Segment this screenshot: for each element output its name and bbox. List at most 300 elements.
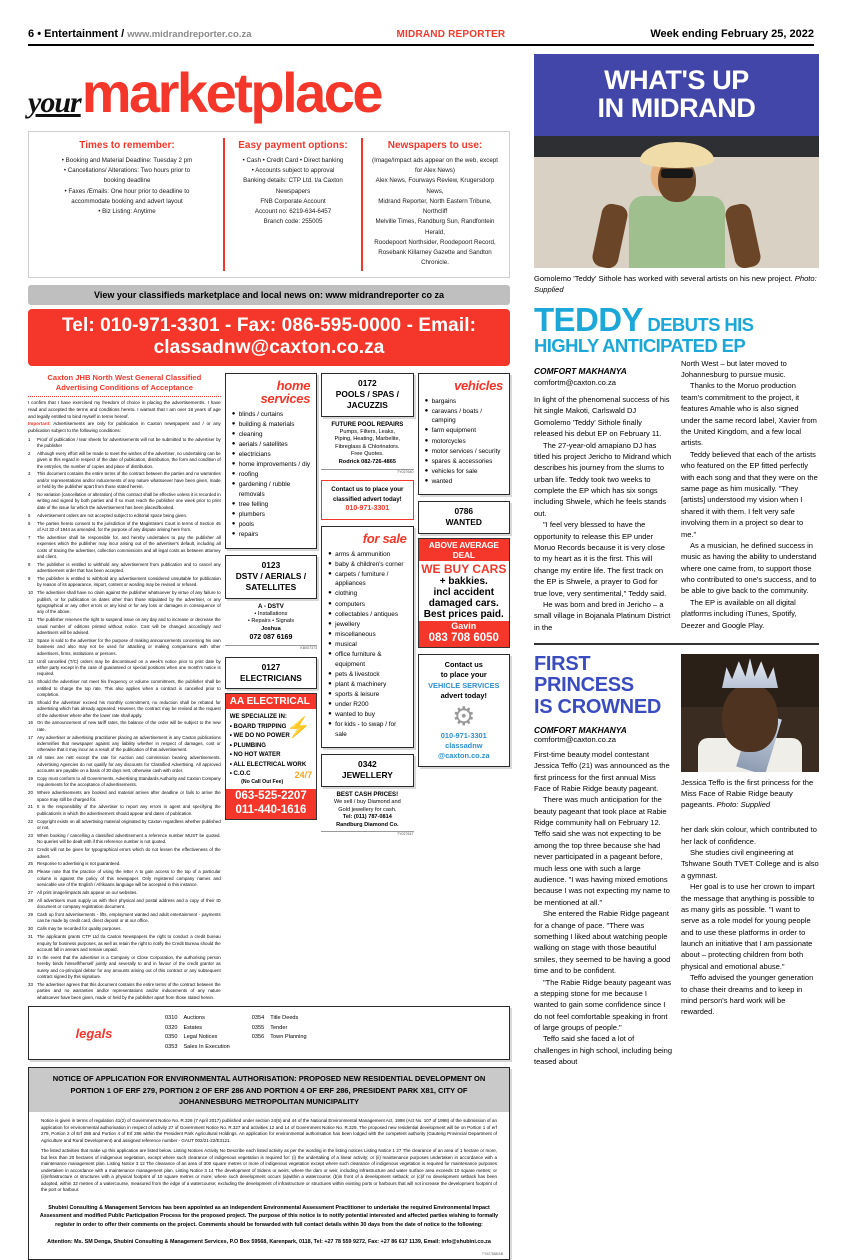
promo-highlight: VEHICLE SERVICES: [428, 680, 500, 690]
ad-phone-block[interactable]: [226, 789, 316, 818]
info-newspapers-to-use: [363, 138, 507, 271]
terms-item: 9 The publisher is entitled to withhold any advertisement considered unsuitable for publication by reason of its appearance, import, content or wording may be revised or refused.: [28, 576, 221, 588]
bullet-icon: ●: [328, 630, 332, 637]
info-line: • Faxes /Emails: One hour prior to deadline to: [64, 187, 190, 195]
info-line: Rosebank Killarney Gazette and Sandton Chronicle.: [378, 249, 492, 267]
ad-banner: ABOVE AVERAGE DEAL: [419, 539, 509, 561]
terms-list: [28, 437, 221, 1001]
bullet-icon: ●: [328, 550, 332, 557]
bullet-icon: ●: [328, 610, 332, 617]
bullet-icon: ●: [231, 430, 236, 437]
terms-item: 29 Cash up front advertisements - lifts, employment wanted and adult entertainment - payments can be made by credit card, direct deposit or at our office.: [28, 912, 221, 924]
legals-column-2: [252, 1014, 307, 1052]
bullet-icon: ●: [328, 691, 332, 698]
info-line: Midrand Reporter, North Eastern Tribune, Northcliff: [378, 197, 492, 216]
list-item[interactable]: ● caravans / boats / camping: [424, 407, 483, 425]
ad-contact-block[interactable]: [419, 621, 509, 647]
list-item[interactable]: ● bargains: [424, 397, 457, 405]
bullet-icon: ●: [424, 457, 429, 464]
terms-intro: I confirm that I have exercised my freedom of choice in placing the advertisement/s. I have read and accepted the terms and conditions hereto. I warrant that I am over 18 years of age and legally entitled to bind myself in terms hereof.: [28, 400, 221, 419]
bullet-icon: ●: [231, 440, 236, 447]
ad-service: • WE DO NO POWER: [229, 732, 290, 740]
legals-code: 0320: [165, 1024, 178, 1031]
terms-item: 7 The advertiser shall be responsible for, and hereby undertakes to pay the publisher all expenses which the publisher may incur arising out of the advertiser's default, including all costs of tracing the advertiser, collection commissions and all legal costs as between attorney and client.: [28, 534, 221, 559]
heading-line1: for sale: [362, 530, 407, 546]
teddy-photo-caption: [534, 268, 819, 295]
whats-up-banner: [534, 54, 819, 136]
code-label-1: ELECTRICIANS: [239, 673, 302, 684]
ad-brand-band: [226, 694, 316, 709]
legals-label: Auctions: [183, 1015, 205, 1022]
terms-item: 33 The advertiser agrees that this document contains the entire terms of the contract between the parties and no warranties and/or representations and/or inducements of any nature whatsoever have been given, made or held by the publisher apart from those stated herein.: [28, 981, 221, 1000]
legals-row[interactable]: [165, 1014, 230, 1024]
editorial-column: [534, 54, 819, 1144]
classified-col-vehicles: [418, 373, 510, 1003]
terms-item: 8 The publisher is entitled to withhold any advertisement from publication and to cancel any advertisement order that has been accepted.: [28, 561, 221, 574]
list-item[interactable]: ● wanted: [424, 477, 453, 485]
ad-reference: TY027640: [321, 469, 413, 475]
byline-email[interactable]: comfortm@caxton.co.za: [534, 378, 616, 388]
list-item[interactable]: ● vehicles for sale: [424, 467, 478, 475]
list-item[interactable]: ● home improvements / diy: [231, 461, 311, 469]
list-item[interactable]: ● aerials / satellites: [231, 440, 288, 448]
legals-row[interactable]: [165, 1033, 230, 1043]
ad-service: • BOARD TRIPPING: [229, 722, 287, 730]
ad-we-buy-cars[interactable]: [418, 538, 510, 648]
bullet-icon: ●: [328, 590, 332, 597]
bullet-icon: ●: [424, 427, 429, 434]
issue-date: Week ending February 25, 2022: [650, 28, 814, 40]
code-electricians[interactable]: [225, 657, 317, 690]
list-item[interactable]: ● electricians: [231, 451, 271, 459]
article-paragraph: The EP is available on all digital platforms including iTunes, Spotify, Deezer and Google Play.: [681, 597, 797, 630]
legals-label: Estates: [183, 1024, 203, 1031]
legals-label: Town Planning: [270, 1034, 307, 1041]
ad-service: • NO HOT WATER: [229, 751, 281, 759]
heading-line1: vehicles: [454, 377, 503, 393]
promo-line-3: advert today!: [440, 690, 487, 700]
legals-label: Legal Notices: [183, 1034, 218, 1041]
info-line: (Image/Impact ads appear on the web, except for Alex News): [372, 157, 498, 175]
terms-item: 15 Should the advertiser exceed his monthly commitment, no reduction shall be rebated for advertising which has already appeared. However, the contract may be revised at the request of the advertiser where after the lower rate shall apply.: [28, 699, 221, 718]
photo-arm-left: [590, 202, 629, 268]
princess-headline-block: [534, 654, 672, 1068]
ad-title: BEST CASH PRICES!: [336, 790, 399, 798]
ad-line: We sell / buy Diamond and: [333, 798, 401, 805]
terms-item: 17 Any advertiser or advertising practitioner placing an advertisement in any Caxton publications indemnifies that newspaper against any liability whether in respect of damages, cost or otherwise that it may incur as a result of the publication of that advertisement.: [28, 734, 221, 753]
classified-col-for-sale: [321, 373, 413, 1003]
bullet-icon: ●: [328, 560, 332, 567]
notice-paragraph-2: The listed activities that make up this application are listed below. Listing Notices Activity No Describe each listed activity as per the wording in the listing notices Listing Notice 1 27 The clearance of an area of 1 hectare or more, but less than 20 hectares of indigenous vegetation, except where such clearance of indigenous vegetation is required for: (i) the undertaking of a linear activity; or (ii) maintenance purposes undertaken in accordance with a maintenance management plan. Listing Notice 3 12 The clearance of an area of 300 square metres or more of indigenous vegetation except where such clearance of indigenous vegetation is required for maintenance purposes undertaken in accordance with a maintenance management plan. Listing Notice 3 14 The development of Sidens or weirs, where the dam or weir, including infrastructure and water surface area exceeds 10 square metres; or (ii)infrastructure or structures with a physical footprint of 10 square metres or more; where such development occurs (a)within a watercourse; (b)in front of a development setback; or (c)if no development setback has been adopted, within 32 metres of a watercourse, measured from the edge of a watercourse; excluding the development of infrastructure or structures within existing ports or harbours that will not increase the development footprint of the port or harbour.: [41, 1148, 497, 1193]
byline-email[interactable]: comfortm@caxton.co.za: [534, 734, 616, 744]
legals-label: Title Deeds: [270, 1015, 299, 1022]
bullet-icon: ●: [424, 407, 429, 414]
photo-hat: [640, 142, 714, 168]
article-paragraph: She studies civil engineering at Tshwane South TVET College and is also a gymnast.: [681, 847, 819, 880]
page-header: [28, 0, 814, 44]
notice-reference: TY027888/AB: [481, 1252, 503, 1257]
terms-important: [28, 421, 221, 435]
info-line: • Booking and Material Deadline: Tuesday 2 pm: [61, 157, 193, 164]
terms-item: 4 No variation (cancellation or alteration) of this contract shall be effective unless it is recorded in writing and signed by both parties and if so must reach the publisher one week prior to print date of the issue for which the advertisement has been placed/booked.: [28, 492, 221, 510]
terms-title: [28, 373, 221, 394]
promo-vehicle-services[interactable]: [418, 654, 510, 767]
bullet-icon: ●: [328, 651, 332, 658]
bullet-icon: ●: [231, 410, 236, 417]
bullet-icon: ●: [424, 467, 429, 474]
terms-item: 23 When booking / cancelling a classified advertisement a reference number MUST be quoted. No queries will be dealt with if this reference number is not quoted.: [28, 832, 221, 845]
info-line: FNB Corporate Account: [260, 197, 326, 205]
list-item[interactable]: ● repairs: [231, 531, 259, 539]
ad-phone[interactable]: Tel: (011) 787-0814: [342, 814, 392, 821]
terms-item: 20 Where advertisements are booked and material arrives after deadline or fails to arrive the space may still be charged for.: [28, 790, 221, 802]
list-item[interactable]: ● blinds / curtains: [231, 410, 284, 418]
ad-phone[interactable]: 083 708 6050: [428, 632, 499, 645]
list-item[interactable]: ● arms & ammunition: [328, 550, 391, 558]
legals-row[interactable]: [165, 1043, 230, 1053]
terms-title-line2: Advertising Conditions of Acceptance: [55, 382, 193, 392]
list-item[interactable]: ● computers: [328, 600, 365, 608]
ad-aa-electrical[interactable]: [225, 693, 317, 820]
code-jewellery[interactable]: [321, 754, 413, 787]
caption-text: Gomolemo 'Teddy' Sithole has worked with several artists on his new project.: [534, 274, 795, 284]
terms-title-line1: Caxton JHB North West General Classified: [47, 372, 202, 382]
article-paragraph: Teffo advised the younger generation to chase their dreams and to keep in mind person's hard work will be rewarded.: [681, 973, 814, 1017]
headline-line-1: FIRST PRINCESS: [534, 653, 634, 697]
header-slash: /: [121, 28, 128, 40]
promo-email-2[interactable]: @caxton.co.za: [437, 751, 490, 761]
promo-phone[interactable]: 010-971-3301: [345, 505, 390, 512]
byline-author: COMFORT MAKHANYA: [534, 724, 627, 735]
header-left: [28, 28, 252, 40]
list-item[interactable]: ● under R200: [328, 701, 369, 709]
promo-line-1: Contact us to place your: [331, 486, 404, 494]
terms-item: 32 In the event that the advertiser is a Company or Close Corporation, the authorising person hereby binds himself/herself jointly and severally to and in favour of the credit grantor as surety and co-principal debtor for any amounts arising out of this contract or any subsequent contract signed by this signature.: [28, 954, 221, 979]
info-line: • Cancellations/ Alterations: Two hours prior to: [63, 167, 191, 175]
legals-code: 0310: [165, 1015, 178, 1022]
bullet-icon: ●: [231, 451, 236, 458]
bullet-icon: ●: [424, 397, 429, 404]
ad-brand: AA: [229, 696, 244, 708]
legals-row[interactable]: [252, 1024, 307, 1034]
ad-service: • C.O.C: [229, 769, 251, 777]
info-body: [231, 156, 355, 228]
bullet-icon: ●: [231, 521, 236, 528]
photo-credit: Photo: Supplied: [716, 800, 771, 810]
legals-label: Tender: [270, 1024, 288, 1031]
list-item[interactable]: ● building & materials: [231, 420, 295, 428]
legals-row[interactable]: [252, 1014, 307, 1024]
info-line: Branch code: 255005: [263, 218, 323, 226]
terms-divider: [28, 396, 221, 397]
category-vehicles[interactable]: [418, 373, 510, 495]
terms-item: 21 It is the responsibility of the advertiser to report any errors in agent and specifying the publication/s in which the advertisement should appear and dates of publication.: [28, 804, 221, 816]
ad-line: Best prices paid.: [423, 609, 504, 621]
article-paragraph: He was born and bred in Jericho – a small village in Bojanala Platinum District in the: [534, 599, 671, 632]
notice-heading: NOTICE OF APPLICATION FOR ENVIRONMENTAL AUTHORISATION: PROPOSED NEW RESIDENTIAL DEVELOPMENT ON PORTION 1 OF ERF 279, PORTION 2 OF ERF 286 AND PORTION 4 OF ERF 286, PRESIDENT PARK X81, CITY OF JOHANNESBURG METROPOLITAN MUNICIPALITY: [29, 1068, 509, 1112]
ad-line: incl accident: [433, 587, 495, 599]
bullet-icon: ●: [328, 640, 332, 647]
info-line: • Cash • Credit Card • Direct banking: [242, 157, 344, 164]
code-label-1: DSTV / AERIALS /: [235, 570, 307, 581]
notice-paragraph-1: Notice is given in terms of regulation 41(2) of Government Notice No. R.326 (7 April 2017) published under section 24(5) and 44 of the National Environmental Management Act, 1998 (Act No. 107 of 1998) of the submission of an application for environmental authorisation in respect of activity 27 of Government Notice No. R.327 and activities 12 and 14 of Government Notice No. R.329. The proposed new residential development will be on Portion 1 of erf 279, Portion 2 of Erf 286 and Portion 4 of Erf 286 within the President Park Agricultural Holdings. An application for environmental authorisation has been lodged with the competent authority (Gauteng Provincial Department of Agriculture and Rural Development) and assigned reference number - GAUT 002/21-22/E3121.: [41, 1118, 497, 1143]
list-item[interactable]: ● musical: [328, 640, 357, 648]
list-item[interactable]: ● wanted to buy: [328, 711, 375, 719]
info-line: Melville Times, Randburg Sun, Randfontein Herald,: [375, 218, 495, 236]
terms-important-text: Advertisements are only for publication in Caxton newspapers and / or any publication subject to the following conditions:: [28, 420, 221, 433]
ad-lines: [419, 575, 509, 621]
caption-text: Jessica Teffo is the first princess for the Miss Face of Rabie Ridge beauty pageants.: [681, 778, 814, 810]
princess-photo-block: [681, 654, 819, 1068]
teddy-headline: [534, 303, 819, 356]
code-pools[interactable]: [321, 373, 413, 417]
code-number: 0172: [358, 377, 377, 388]
terms-item: 31 The applicants grants CTP Ltd t/a Caxton Newspapers the right to conduct a credit bureau enquiry for business purposes, as well as retain the right to notify the Credit Bureau should the account fall in arrears and remain unpaid.: [28, 934, 221, 952]
list-item[interactable]: ● farm equipment: [424, 427, 476, 435]
ad-line: Gold jewellery for cash.: [338, 806, 397, 813]
photo-crown: [722, 658, 778, 688]
ad-line: • Installations: [254, 610, 288, 617]
legals-row[interactable]: [252, 1033, 307, 1043]
banner-line-1: WHAT'S UP: [604, 65, 749, 95]
legals-code: 0355: [251, 1024, 265, 1031]
article-paragraph: "The Rabie Ridge beauty pageant was a stepping stone for me because I wanted to gain some confidence since I do not feel comfortable speaking in front of large groups of people.": [534, 977, 672, 1033]
list-item[interactable]: ● plant & machinery: [328, 680, 387, 688]
info-line: • Biz Listing: Anytime: [98, 208, 156, 216]
ad-a-dstv[interactable]: [225, 603, 317, 651]
terms-item: 25 Response to advertising is not guaranteed.: [28, 861, 121, 867]
ad-reference: TY027647: [321, 831, 413, 837]
info-line: booking deadline: [103, 177, 151, 185]
article-paragraph: North West – but later moved to Johannesburg to pursue music.: [681, 358, 787, 380]
promo-phone[interactable]: 010-971-3301: [440, 731, 487, 741]
list-item[interactable]: ● spares & accessories: [424, 457, 493, 465]
ad-service: • ALL ELECTRICAL WORK: [229, 760, 307, 768]
terms-item: 24 Credit will not be given for typographical errors which do not lessen the effectiveness of the advert.: [28, 847, 221, 859]
legals-code: 0354: [251, 1015, 265, 1022]
category-heading: [232, 379, 310, 405]
code-number: 0127: [261, 661, 281, 672]
code-dstv[interactable]: [225, 555, 317, 599]
code-label-2: SATELLITES: [245, 582, 297, 593]
ad-body: [226, 709, 316, 789]
classified-col-home-services: [225, 373, 317, 1003]
legals-code: 0350: [165, 1034, 178, 1041]
page-columns: [28, 54, 819, 1257]
notice-footer-1: Shubini Consulting & Management Services has been appointed as an independent Environmental Assessment Practitioner to undertake the required Environmental Impact Assessment and modified Public Participation Process for the proposed project. The purpose of this notice is to notify potential interested and affected parties wishing to formally register in order to offer their comments on the project. Comments should be forwarded with full contact details within 30 days from the date of notice to the following:: [39, 1204, 499, 1229]
promo-line-2: to place your: [440, 670, 487, 680]
page-number: 6: [28, 28, 35, 40]
bullet-icon: ●: [328, 701, 332, 708]
ad-phone-1[interactable]: 063-525-2207: [235, 790, 307, 803]
terms-item: 30 Calls may be recorded for quality purposes.: [28, 926, 122, 932]
jessica-teffo-photo: [681, 654, 819, 772]
promo-line-2: classified advert today!: [332, 495, 402, 503]
classified-grid: [28, 373, 510, 1003]
list-item[interactable]: ● motor services / security: [424, 447, 501, 455]
promo-classified-advert[interactable]: [321, 480, 413, 519]
princess-article-col-2: [681, 824, 819, 1018]
info-title: Newspapers to use:: [387, 140, 483, 151]
terms-item: 26 Please note that the practice of using the letter A to gain access to the top of a particular column is against the policy of this newspaper. Only registered company names and servicable use of the English / Afrikaans language will be accepted in this instance.: [28, 869, 221, 888]
ad-brand-2: ELECTRICAL: [246, 696, 310, 708]
list-item[interactable]: ● clothing: [328, 590, 358, 598]
list-item[interactable]: ● plumbers: [231, 511, 266, 519]
terms-important-label: Important:: [28, 420, 51, 426]
ad-line: Piping, Heating, Marbelite,: [334, 436, 401, 443]
article-paragraph: She entered the Rabie Ridge pageant for a change of pace. "There was something I liked about watching people walking on stage with those beautiful smiles, they seemed to be having a good time and to be confident.: [534, 909, 671, 976]
notice-body: [29, 1112, 509, 1202]
list-item[interactable]: ● gardening / rubble removals: [231, 481, 291, 498]
category-item-list: [425, 397, 503, 487]
header-bullet: •: [37, 28, 45, 40]
legals-section: [28, 1006, 510, 1060]
terms-item: 11 The publisher reserves the right to suspend issue on any day and to increase or decrease the usual number of editions printed without notice. Cost will be changed accordingly and advertisers will be advised.: [28, 617, 221, 636]
promo-email-1[interactable]: classadnw: [445, 741, 483, 751]
environmental-notice: [28, 1067, 510, 1260]
category-for-sale[interactable]: [321, 526, 413, 749]
list-item[interactable]: ● miscellaneous: [328, 630, 376, 638]
list-item[interactable]: ● for kids - to swap / for sale: [328, 721, 397, 738]
ad-line: Free Quotes.: [351, 451, 384, 458]
legals-row[interactable]: [165, 1024, 230, 1034]
contact-bar[interactable]: Tel: 010-971-3301 - Fax: 086-595-0000 - Email: classadnw@caxton.co.za: [28, 309, 510, 366]
banner-line-2: IN MIDRAND: [597, 93, 756, 124]
terms-item: 19 Copy must conform to all Governments, Advertising Standards Authority and Caxton Company requirements for the acceptance of advertisements.: [28, 775, 221, 788]
promo-line-1: Contact us: [444, 659, 483, 669]
headline-line-2: IS CROWNED: [534, 695, 662, 718]
ad-phone-2[interactable]: 011-440-1616: [235, 803, 307, 816]
code-number: 0123: [261, 559, 281, 570]
terms-item: 1 Proof of publication / tear sheets for advertisements will not be submitted to the advertiser by the publisher: [28, 436, 221, 448]
bullet-icon: ●: [424, 437, 429, 444]
legals-code: 0353: [165, 1043, 178, 1050]
list-item[interactable]: ● pets & livestock: [328, 670, 380, 678]
website-bar[interactable]: View your classifieds marketplace and local news on: www midrandreporter co za: [28, 285, 510, 305]
list-item[interactable]: ● pools: [231, 521, 254, 529]
article-paragraph: First-time beauty model contestant Jessica Teffo (21) was announced as the first princess for the first annual Miss Face of Rabie Ridge beauty pageant.: [534, 749, 670, 793]
list-item[interactable]: ● cleaning: [231, 430, 263, 438]
article-paragraph: Her goal is to use her crown to impart the message that anything is possible to as many girls as possible. "I want to serve as a role model for young people and to use these platforms in order to launch an initiative that I am passionate about – protecting children from both physical and emotional abuse.": [681, 882, 815, 971]
bullet-icon: ●: [231, 501, 236, 508]
teddy-photo: [534, 136, 819, 268]
headline-line-2: HIGHLY ANTICIPATED EP: [534, 335, 746, 357]
category-heading: [328, 532, 406, 545]
list-item[interactable]: ● collectables / antiques: [328, 610, 399, 618]
list-item[interactable]: ● jewellery: [328, 620, 361, 628]
info-line: Account no: 6219-634-6457: [254, 208, 332, 216]
code-wanted[interactable]: [418, 501, 510, 534]
jessica-photo-caption: [681, 772, 819, 810]
ad-subtitle: WE SPECIALIZE IN:: [229, 713, 287, 721]
code-label-1: JEWELLERY: [341, 770, 393, 781]
article-paragraph: As a musician, he defined success in music as having the ability to understand where one came from, to support those who contributed to one's success, and to be able to give back to the community.: [681, 540, 817, 596]
info-line: Roodepoort Northsider, Roodepoort Record,: [374, 238, 496, 246]
terms-item: 13 Until cancelled (T/C) orders may be discontinued on a week's notice prior to print date by either party except in the case of guaranteed or special positions when one month's notice is required.: [28, 658, 221, 677]
mechanic-icon: ⚙: [452, 701, 476, 732]
princess-story-top: [534, 654, 819, 1068]
list-item[interactable]: ● baby & children's corner: [328, 560, 404, 568]
bullet-icon: ●: [328, 570, 332, 577]
marketplace-logo: [28, 54, 510, 131]
category-home-services[interactable]: [225, 373, 317, 549]
ad-line: • Repairs • Signals: [247, 618, 295, 625]
bullet-icon: ●: [328, 711, 332, 718]
ad-randburg-diamond[interactable]: [321, 791, 413, 837]
bullet-icon: ●: [231, 461, 236, 468]
terms-item: 5 Advertisement orders are not accepted subject to editorial space being given.: [28, 512, 188, 518]
info-times-to-remember: [31, 138, 223, 271]
list-item[interactable]: ● roofing: [231, 471, 259, 479]
ad-line: damaged cars.: [428, 598, 499, 610]
heading-line1: home: [276, 377, 311, 393]
photo-face: [722, 684, 778, 752]
terms-item: 18 All rates are nett except the rate for Auction and commission bearing advertisements. Advertising Agencies do not qualify for any discounts for Classified Advertising. All approved accounts are payable on a basis of 30 days nett, otherwise cash with order.: [28, 755, 221, 774]
bullet-icon: ●: [231, 481, 236, 488]
bullet-icon: ●: [231, 471, 236, 478]
bullet-icon: ●: [328, 670, 332, 677]
terms-item: 16 On the announcement of new tariff rates, the balance of the order will be subject to the new rate.: [28, 720, 221, 732]
article-paragraph: Teffo said she faced a lot of challenges in high school, including being teased about: [534, 1034, 673, 1067]
photo-sunglasses: [661, 169, 693, 178]
ad-title: FUTURE POOL REPAIRS: [331, 420, 404, 428]
ad-service: • PLUMBING: [229, 741, 267, 749]
lightning-bolt-icon: ⚡: [286, 717, 312, 740]
header-website[interactable]: www.midrandreporter.co.za: [127, 29, 252, 40]
list-item[interactable]: ● carpets / furniture / appliances: [328, 570, 389, 588]
info-line: • Accounts subject to approval: [251, 167, 335, 175]
info-line: accommodate booking and advert layout: [71, 197, 183, 205]
ad-line: Fibreglass & Chlorinators.: [335, 443, 400, 450]
list-item[interactable]: ● tree felling: [231, 501, 269, 509]
legals-code-list: [165, 1014, 307, 1052]
section-name: Entertainment: [44, 28, 119, 40]
legals-title: legals: [75, 1025, 113, 1041]
bullet-icon: ●: [328, 620, 332, 627]
terms-item: 12 Space is sold to the advertiser for the purpose of making announcements concerning his own business and also may not be used for attacking or making comparisons with other advertisers, firms, institutions or persons.: [28, 637, 221, 656]
princess-headline: [534, 654, 672, 718]
ad-future-pool-repairs[interactable]: [321, 421, 413, 475]
article-paragraph: Teddy believed that each of the artists who featured on the EP fitted perfectly with each song and that they were on the same page as him musically. "They [artists] understood my vision when I shared it with them. I felt very safe involving them in a project so dear to me.": [681, 449, 818, 539]
list-item[interactable]: ● sports & leisure: [328, 691, 380, 699]
code-label-1: WANTED: [445, 517, 482, 528]
ad-line: + bakkies.: [439, 576, 488, 588]
teddy-article-col-2: [681, 358, 819, 634]
legals-column-1: [165, 1014, 230, 1052]
info-body: [37, 156, 217, 217]
terms-item: 2 Although every effort will be made to meet the wishes of the advertiser, no undertaking can be given in this regard in respect of the date of publication, distribution, the form and condition of the entry/ies, the number of copies and place of distribution.: [28, 450, 221, 469]
photo-credit: Photo: Supplied: [534, 274, 817, 295]
bullet-icon: ●: [231, 511, 236, 518]
ad-phone[interactable]: Rodrick 082-726-4865: [338, 459, 396, 466]
bullet-icon: ●: [328, 721, 332, 728]
list-item[interactable]: ● office furniture & equipment: [328, 651, 382, 668]
ad-advertiser-name: Randburg Diamond Co.: [336, 821, 399, 828]
princess-article-col-1: [534, 749, 672, 1068]
ad-phone[interactable]: 072 087 6169: [249, 634, 293, 642]
logo-marketplace: marketplace: [81, 61, 382, 124]
publication-name: MIDRAND REPORTER: [396, 29, 506, 40]
article-paragraph: In light of the phenomenal success of his hit single Makoti, Carlswald DJ Gomolemo 'Teddy' Sithole finally released his debut EP on February 11.: [534, 394, 670, 439]
photo-torso: [629, 196, 725, 268]
category-item-list: [232, 410, 310, 540]
bullet-icon: ●: [328, 600, 332, 607]
bullet-icon: ●: [231, 420, 236, 427]
list-item[interactable]: ● motorcycles: [424, 437, 466, 445]
terms-item: 28 All advertisers must supply us with their physical and postal address and a copy of their ID document or company registration document.: [28, 897, 221, 910]
story-divider: [534, 643, 819, 645]
headline-rest: DEBUTS HIS: [642, 314, 754, 336]
